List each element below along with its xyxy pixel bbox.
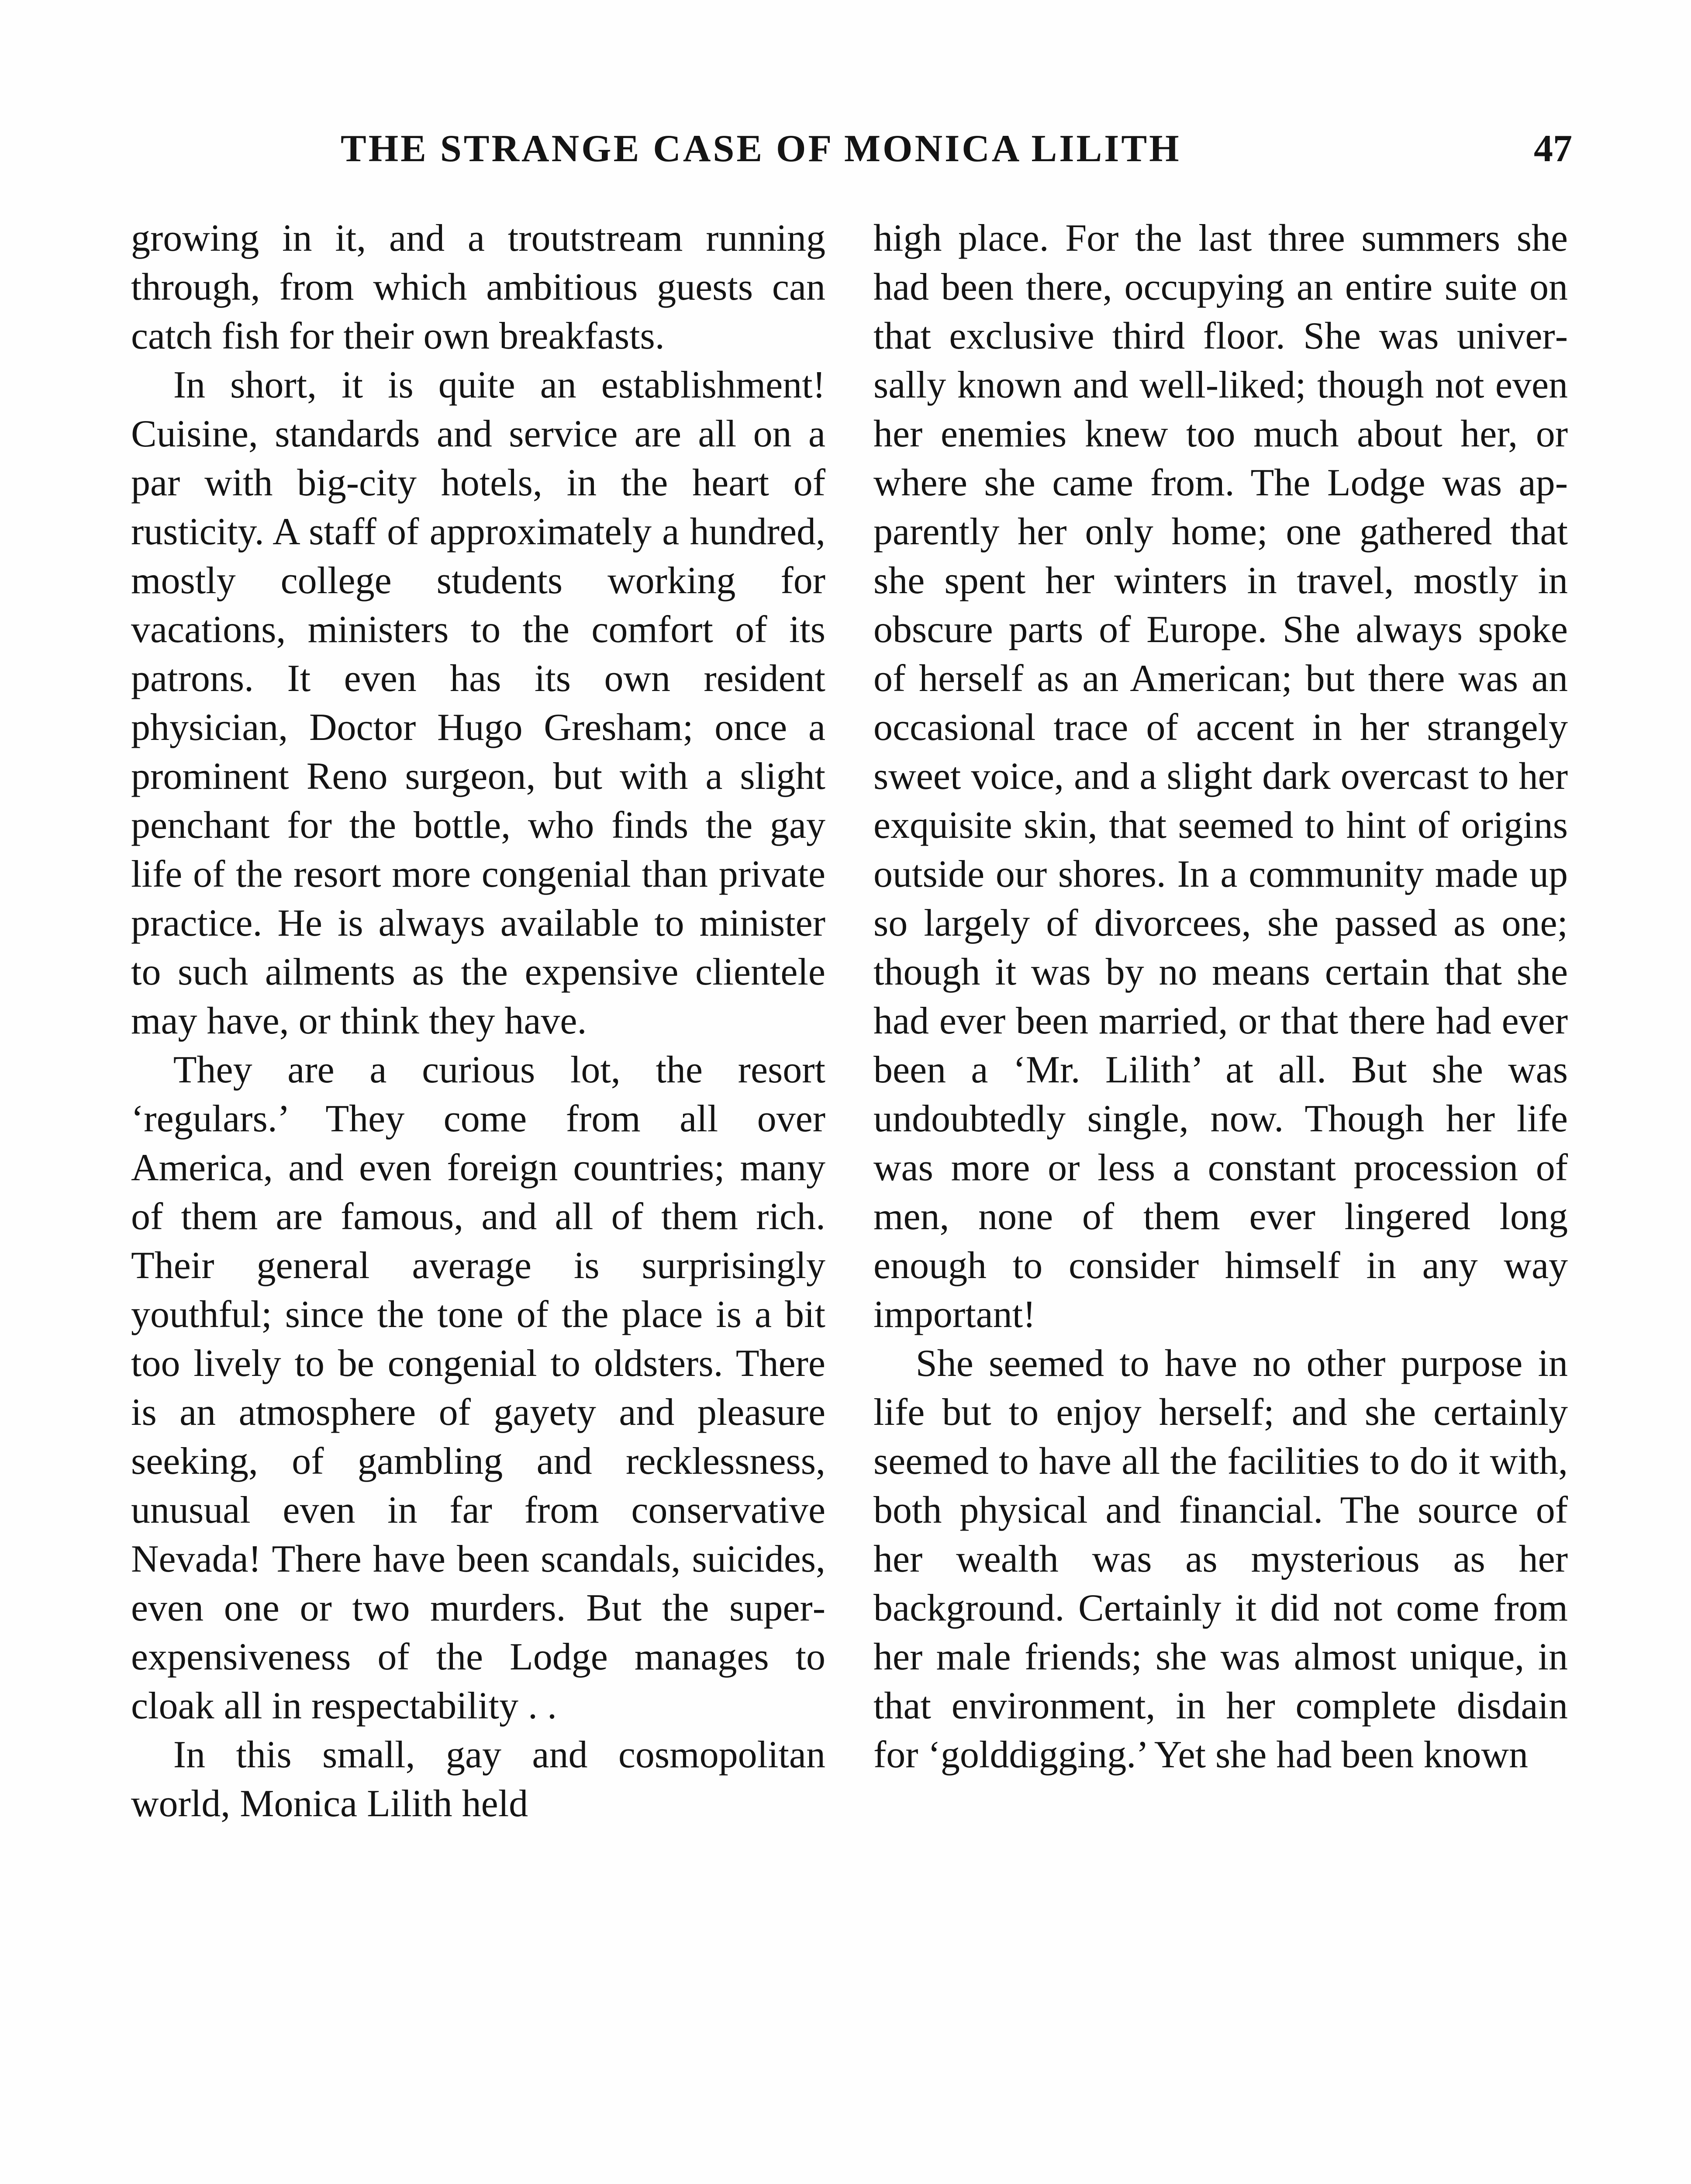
paragraph: growing in it, and a troutstream running through, from which ambitious guests can catch fish for their own breakfasts. xyxy=(131,217,825,357)
page-number: 47 xyxy=(1534,128,1572,170)
paragraph: She seemed to have no other purpose in life but to enjoy herself; and she certainly seemed to have all the facilities to do it with, both physical and financial. The source of her wealth was as mysterious as her background. Certainly it did not come from her male friends; she was almost unique, in that environment, in her complete disdain for ‘golddigging.’ Yet she had been known xyxy=(873,1342,1568,1776)
left-column xyxy=(131,214,825,1828)
paragraph: In this small, gay and cosmopolitan world, Monica Lilith held xyxy=(131,1734,825,1825)
running-head xyxy=(341,127,1572,179)
right-column xyxy=(873,214,1568,1780)
running-title: THE STRANGE CASE OF MONICA LILITH xyxy=(341,128,1181,170)
paragraph: high place. For the last three summers she had been there, occupying an entire suite on that exclusive third floor. She was universally known and well-liked; though not even her enemies knew too much about her, or where she came from. The Lodge was apparently her only home; one gathered that she spent her winters in travel, mostly in obscure parts of Europe. She always spoke of herself as an American; but there was an occasional trace of accent in her strangely sweet voice, and a slight dark overcast to her exquisite skin, that seemed to hint of origins outside our shores. In a community made up so largely of divorcees, she passed as one; though it was by no means certain that she had ever been married, or that there had ever been a ‘Mr. Lilith’ at all. But she was undoubtedly single, now. Though her life was more or less a constant procession of men, none of them ever lingered long enough to consider himself in any way important! xyxy=(873,217,1568,1336)
paragraph: In short, it is quite an establishment! Cuisine, standards and service are all on a par with big-city hotels, in the heart of rusticity. A staff of approximately a hundred, mostly college students working for vacations, ministers to the comfort of its patrons. It even has its own resident physician, Doctor Hugo Gresham; once a prominent Reno surgeon, but with a slight penchant for the bottle, who finds the gay life of the resort more congenial than private practice. He is always available to minister to such ailments as the expensive clientele may have, or think they have. xyxy=(131,364,825,1042)
paragraph: They are a curious lot, the resort ‘regulars.’ They come from all over America, and even foreign countries; many of them are famous, and all of them rich. Their general average is surprisingly youthful; since the tone of the place is a bit too lively to be congenial to oldsters. There is an atmosphere of gayety and pleasure seeking, of gambling and recklessness, unusual even in far from conservative Nevada! There have been scandals, suicides, even one or two murders. But the superexpensiveness of the Lodge manages to cloak all in respectability . . xyxy=(131,1049,825,1727)
